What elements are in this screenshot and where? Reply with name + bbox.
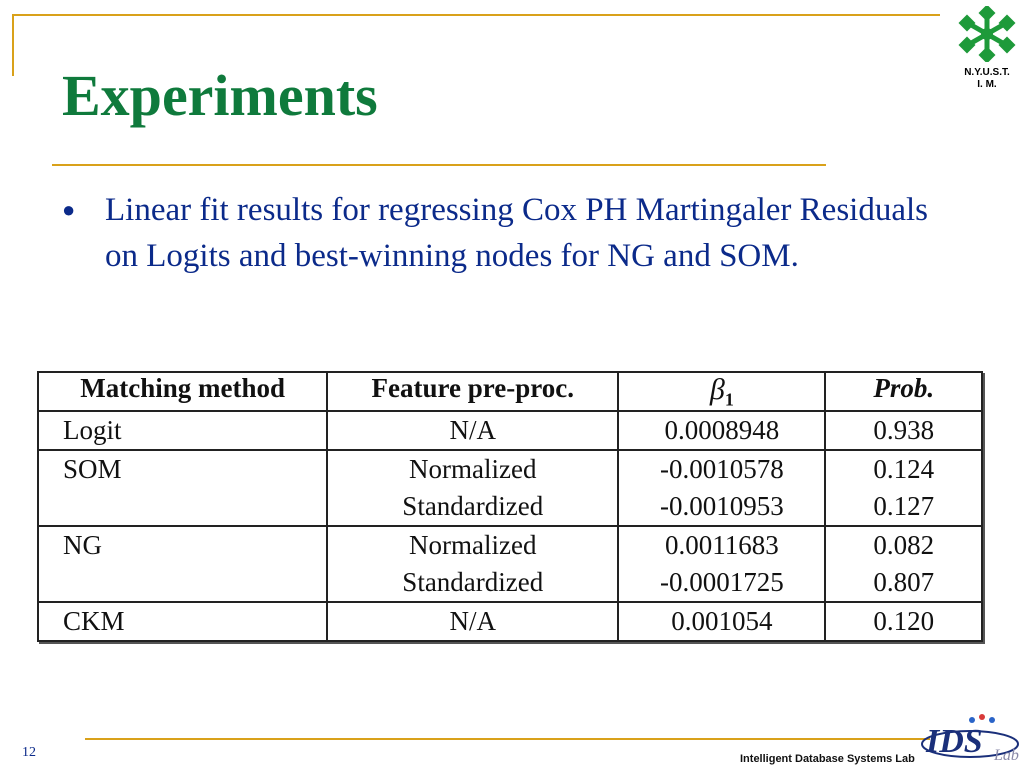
table-row xyxy=(38,602,982,641)
beta-value: -0.0010578 xyxy=(660,454,784,485)
method-name: NG xyxy=(63,530,102,561)
method-name: Logit xyxy=(63,415,122,446)
school-logo xyxy=(952,6,1022,90)
prob-value: 0.938 xyxy=(873,415,935,446)
footer-rule xyxy=(85,738,930,740)
preproc-value: N/A xyxy=(449,606,497,637)
prob-cell xyxy=(825,450,982,526)
prob-value: 0.127 xyxy=(873,491,935,522)
beta-cell xyxy=(618,450,825,526)
method-name: CKM xyxy=(63,606,125,637)
bullet-text: Linear fit results for regressing Cox PH Martingaler Residuals on Logits and best-winning nodes for NG and SOM. xyxy=(105,192,928,274)
method-cell xyxy=(38,411,327,450)
beta-cell xyxy=(618,602,825,641)
preproc-value: N/A xyxy=(449,415,497,446)
svg-text:Lab: Lab xyxy=(994,747,1019,764)
preproc-value: Normalized xyxy=(409,454,537,485)
header-beta xyxy=(618,372,825,411)
method-cell xyxy=(38,526,327,602)
table-row xyxy=(38,450,982,526)
preproc-cell xyxy=(327,450,618,526)
slide-title: Experiments xyxy=(62,63,378,128)
header-prob: Prob. xyxy=(825,372,982,411)
preproc-value: Normalized xyxy=(409,530,537,561)
bullet-dot-icon: ● xyxy=(62,197,76,222)
prob-cell xyxy=(825,602,982,641)
left-rule xyxy=(12,14,14,76)
header-feature-preproc: Feature pre-proc. xyxy=(327,372,618,411)
table-row xyxy=(38,411,982,450)
snowflake-emblem-icon xyxy=(958,6,1016,62)
beta-subscript: 1 xyxy=(724,389,734,410)
method-cell xyxy=(38,450,327,526)
footer-lab-name: Intelligent Database Systems Lab xyxy=(740,753,915,765)
beta-cell xyxy=(618,411,825,450)
beta-value: -0.0001725 xyxy=(660,567,784,598)
method-cell xyxy=(38,602,327,641)
beta-cell xyxy=(618,526,825,602)
school-logo-line2: I. M. xyxy=(977,79,997,90)
school-logo-text xyxy=(952,67,1022,91)
beta-value: 0.0008948 xyxy=(664,415,780,446)
header-matching-method: Matching method xyxy=(38,372,327,411)
prob-value: 0.082 xyxy=(873,530,935,561)
title-underline xyxy=(52,164,826,166)
beta-value: 0.001054 xyxy=(671,606,773,637)
beta-value: 0.0011683 xyxy=(665,530,779,561)
table-header-row xyxy=(38,372,982,411)
prob-cell xyxy=(825,526,982,602)
preproc-cell xyxy=(327,411,618,450)
method-name: SOM xyxy=(63,454,122,485)
svg-text:IDS: IDS xyxy=(926,723,983,760)
prob-value: 0.124 xyxy=(873,454,935,485)
preproc-cell xyxy=(327,526,618,602)
preproc-value: Standardized xyxy=(402,567,544,598)
page-number: 12 xyxy=(22,745,36,760)
prob-value: 0.120 xyxy=(873,606,935,637)
bullet-item xyxy=(62,187,942,279)
school-logo-line1: N.Y.U.S.T. xyxy=(964,67,1010,78)
beta-symbol: β xyxy=(709,373,725,406)
preproc-cell xyxy=(327,602,618,641)
results-table xyxy=(37,371,983,642)
ids-lab-logo-icon xyxy=(912,710,1022,766)
top-rule xyxy=(12,14,940,16)
prob-cell xyxy=(825,411,982,450)
prob-value: 0.807 xyxy=(873,567,935,598)
table-row xyxy=(38,526,982,602)
beta-value: -0.0010953 xyxy=(660,491,784,522)
preproc-value: Standardized xyxy=(402,491,544,522)
